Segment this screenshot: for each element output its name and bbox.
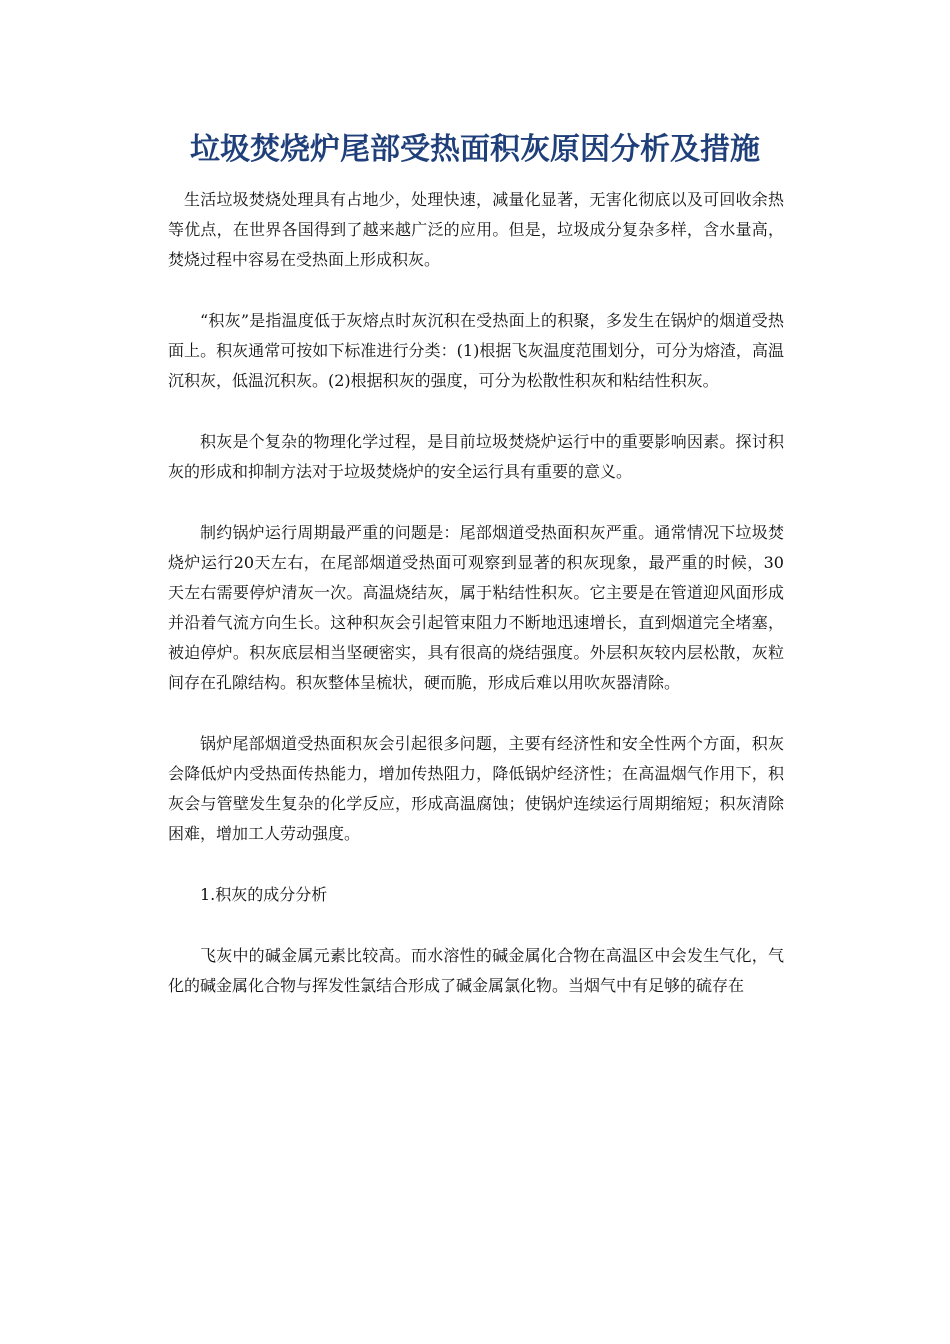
paragraph-definition: “积灰”是指温度低于灰熔点时灰沉积在受热面上的积聚，多发生在锅炉的烟道受热面上。积灰通常可按如下标准进行分类：(1)根据飞灰温度范围划分，可分为熔渣，高温沉积灰，低温沉积灰。(2)根据积灰的强度，可分为松散性积灰和粘结性积灰。: [168, 311, 784, 390]
paragraph-problems: 锅炉尾部烟道受热面积灰会引起很多问题，主要有经济性和安全性两个方面，积灰会降低炉内受热面传热能力，增加传热阻力，降低锅炉经济性；在高温烟气作用下，积灰会与管壁发生复杂的化学反应，形成高温腐蚀；使锅炉连续运行周期缩短；积灰清除困难，增加工人劳动强度。: [168, 734, 784, 843]
document-body: [168, 185, 784, 1032]
paragraph-intro: 生活垃圾焚烧处理具有占地少，处理快速，减量化显著，无害化彻底以及可回收余热等优点，在世界各国得到了越来越广泛的应用。但是，垃圾成分复杂多样，含水量高，焚烧过程中容易在受热面上形成积灰。: [168, 190, 784, 269]
paragraph-composition: 飞灰中的碱金属元素比较高。而水溶性的碱金属化合物在高温区中会发生气化，气化的碱金属化合物与挥发性氯结合形成了碱金属氯化物。当烟气中有足够的硫存在: [168, 946, 784, 995]
section-heading-composition: 1.积灰的成分分析: [200, 885, 328, 904]
paragraph-operation-cycle: 制约锅炉运行周期最严重的问题是：尾部烟道受热面积灰严重。通常情况下垃圾焚烧炉运行20天左右，在尾部烟道受热面可观察到显著的积灰现象，最严重的时候，30天左右需要停炉清灰一次。高温烧结灰，属于粘结性积灰。它主要是在管道迎风面形成并沿着气流方向生长。这种积灰会引起管束阻力不断地迅速增长，直到烟道完全堵塞，被迫停炉。积灰底层相当坚硬密实，具有很高的烧结强度。外层积灰较内层松散，灰粒间存在孔隙结构。积灰整体呈梳状，硬而脆，形成后难以用吹灰器清除。: [168, 523, 784, 692]
document-title: 垃圾焚烧炉尾部受热面积灰原因分析及措施: [190, 132, 760, 167]
paragraph-significance: 积灰是个复杂的物理化学过程，是目前垃圾焚烧炉运行中的重要影响因素。探讨积灰的形成和抑制方法对于垃圾焚烧炉的安全运行具有重要的意义。: [168, 432, 784, 481]
